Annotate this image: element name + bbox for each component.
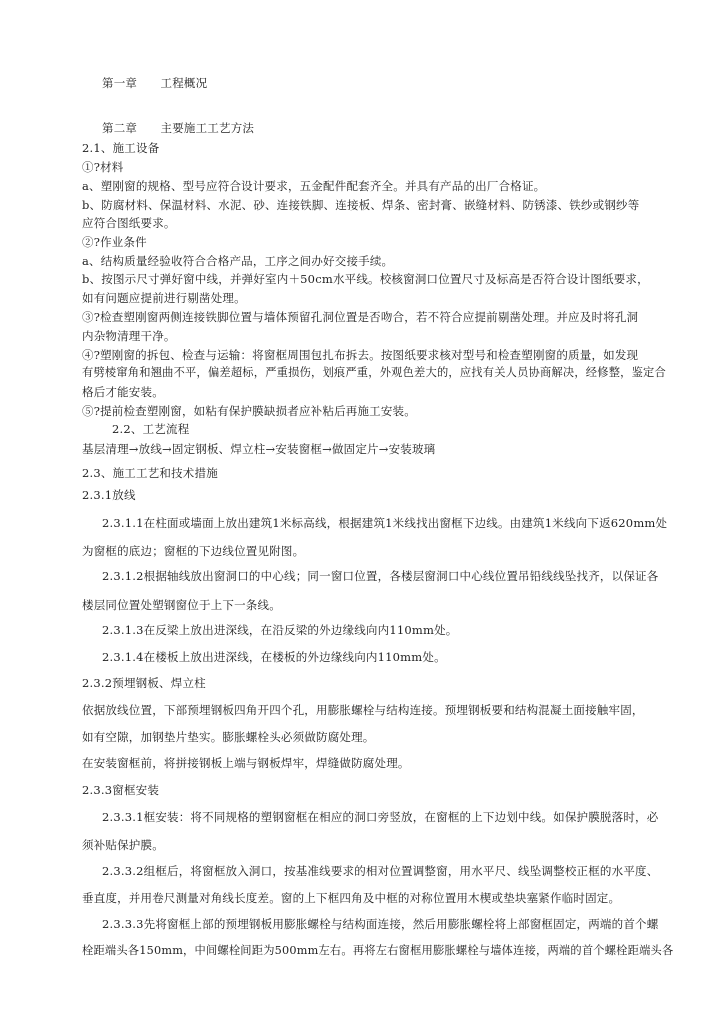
materials-heading: ①?材料 xyxy=(82,160,124,174)
check-3-line1: ③?检查塑刚窗两侧连接铁脚位置与墙体预留孔洞位置是否吻合，若不符合应提前剔凿处理。并应及时将孔洞 xyxy=(82,310,639,324)
para-2-3-3-2-line1: 2.3.3.2组框后，将窗框放入洞口，按基准线要求的相对位置调整窗，用水平尺、线坠调整校正框的水平度、 xyxy=(102,864,659,878)
para-2-3-3-3-line1: 2.3.3.3先将窗框上部的预埋钢板用膨胀螺栓与结构面连接，然后用膨胀螺栓将上部窗框固定，两端的首个螺 xyxy=(102,917,659,931)
section-2-2-heading: 2.2、工艺流程 xyxy=(112,422,190,436)
process-flow: 基层清理→放线→固定钢板、焊立柱→安装窗框→做固定片→安装玻璃 xyxy=(82,442,436,456)
work-item-a: a、结构质量经验收符合合格产品，工序之间办好交接手续。 xyxy=(82,254,394,268)
materials-item-b-line1: b、防腐材料、保温材料、水泥、砂、连接铁脚、连接板、焊条、密封膏、嵌缝材料、防锈漆、铁纱或钢纱等 xyxy=(82,198,640,212)
para-2-3-2-line2: 如有空隙，加钢垫片垫实。膨胀螺栓头必须做防腐处理。 xyxy=(82,730,375,744)
section-2-3-3-heading: 2.3.3窗框安装 xyxy=(82,783,160,797)
work-item-b-line1: b、按图示尺寸弹好窗中线，并弹好室内＋50cm水平线。校核窗洞口位置尺寸及标高是否符合设计图纸要求， xyxy=(82,272,649,286)
check-4-line2: 有劈棱窜角和翘曲不平，偏差超标，严重损伤，划痕严重，外观色差大的，应找有关人员协商解决，经修整，鉴定合 xyxy=(82,366,666,379)
para-2-3-3-1-line1: 2.3.3.1框安装：将不同规格的塑钢窗框在相应的洞口旁竖放，在窗框的上下边划中线。如保护膜脱落时，必 xyxy=(102,810,659,824)
section-2-3-2-heading: 2.3.2预埋钢板、焊立柱 xyxy=(82,676,206,690)
para-2-3-1-2-line1: 2.3.1.2根据轴线放出窗洞口的中心线；同一窗口位置，各楼层窗洞口中心线位置吊铅线线坠找齐，以保证各 xyxy=(102,569,659,583)
para-2-3-3-3-line2: 栓距端头各150mm，中间螺栓间距为500mm左右。再将左右窗框用膨胀螺栓与墙体连接，两端的首个螺栓距端头各 xyxy=(82,944,674,957)
para-2-3-1-3: 2.3.1.3在反梁上放出进深线，在沿反梁的外边缘线向内110mm处。 xyxy=(102,623,458,637)
section-2-3-heading: 2.3、施工工艺和技术措施 xyxy=(82,466,218,480)
chapter-2-heading: 第二章 主要施工工艺方法 xyxy=(102,121,255,135)
check-3-line2: 内杂物清理干净。 xyxy=(82,329,176,343)
para-2-3-3-1-line2: 须补贴保护膜。 xyxy=(82,838,164,852)
para-2-3-1-1-line2: 为窗框的底边；窗框的下边线位置见附图。 xyxy=(82,544,305,558)
para-2-3-2-line3: 在安装窗框前，将拼接钢板上端与钢板焊牢，焊缝做防腐处理。 xyxy=(82,756,410,770)
para-2-3-1-2-line2: 楼层同位置处塑钢窗位于上下一条线。 xyxy=(82,598,281,612)
work-conditions-heading: ②?作业条件 xyxy=(82,235,147,249)
chapter-1-heading: 第一章 工程概况 xyxy=(102,76,208,90)
check-4-line1: ④?塑刚窗的拆包、检查与运输：将窗框周围包扎布拆去。按图纸要求核对型号和检查塑刚窗的质量，如发现 xyxy=(82,348,639,362)
section-2-3-1-heading: 2.3.1放线 xyxy=(82,488,136,502)
section-2-1-heading: 2.1、施工设备 xyxy=(82,141,160,155)
materials-item-a: a、塑刚窗的规格、型号应符合设计要求，五金配件配套齐全。并具有产品的出厂合格证。 xyxy=(82,179,546,193)
para-2-3-1-4: 2.3.1.4在楼板上放出进深线，在楼板的外边缘线向内110mm处。 xyxy=(102,650,446,664)
check-5: ⑤?提前检查塑刚窗，如粘有保护膜缺损者应补粘后再施工安装。 xyxy=(82,404,416,418)
check-4-line3: 格后才能安装。 xyxy=(82,385,164,399)
para-2-3-2-line1: 依据放线位置，下部预埋钢板四角开四个孔，用膨胀螺栓与结构连接。预埋钢板要和结构混凝土面接触牢固， xyxy=(82,703,644,717)
para-2-3-3-2-line2: 垂直度，并用卷尺测量对角线长度差。窗的上下框四角及中框的对称位置用木楔或垫块塞紧作临时固定。 xyxy=(82,891,621,905)
materials-item-b-line2: 应符合图纸要求。 xyxy=(82,216,176,230)
para-2-3-1-1-line1: 2.3.1.1在柱面或墙面上放出建筑1米标高线，根据建筑1米线找出窗框下边线。由建筑1米线向下返620mm处 xyxy=(102,516,668,530)
work-item-b-line2: 如有问题应提前进行剔凿处理。 xyxy=(82,291,246,305)
